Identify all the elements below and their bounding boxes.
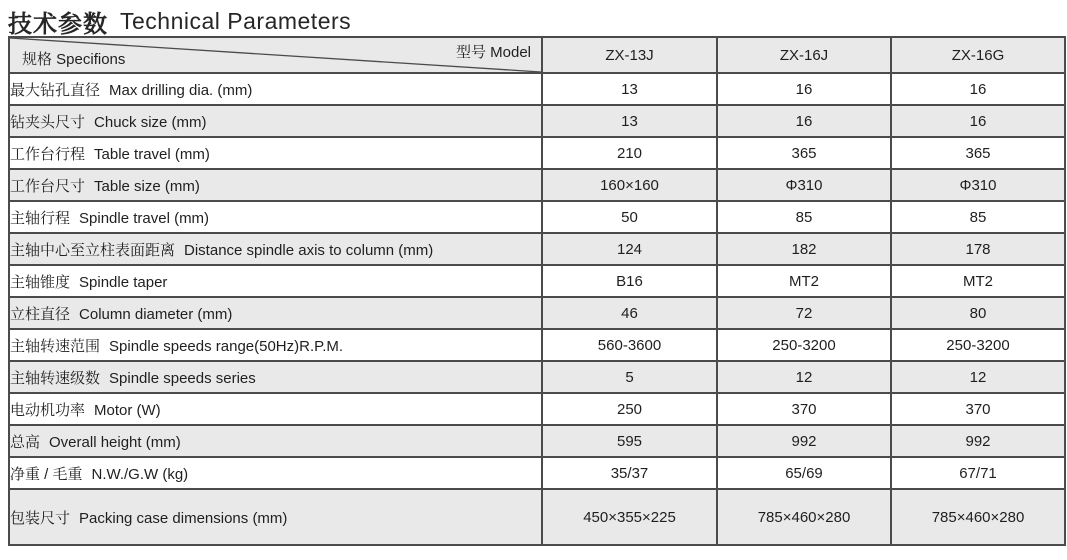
spec-label-zh: 最大钻孔直径 xyxy=(10,81,101,99)
technical-parameters-table xyxy=(8,36,1066,546)
spec-label-cell xyxy=(9,73,542,105)
spec-label-zh: 立柱直径 xyxy=(10,305,71,323)
spec-value-cell: 370 xyxy=(717,393,891,425)
spec-label-zh: 主轴中心至立柱表面距离 xyxy=(10,241,176,259)
spec-value-cell: 12 xyxy=(891,361,1065,393)
spec-label-zh: 主轴锥度 xyxy=(10,273,71,291)
spec-label-cell xyxy=(9,201,542,233)
spec-label-cell xyxy=(9,393,542,425)
spec-value-cell: 50 xyxy=(542,201,717,233)
spec-value-cell: 595 xyxy=(542,425,717,457)
spec-value-cell: 35/37 xyxy=(542,457,717,489)
spec-label-en: N.W./G.W (kg) xyxy=(91,465,189,483)
spec-label-en: Overall height (mm) xyxy=(49,433,181,451)
model-header-zx16j: ZX-16J xyxy=(717,37,891,73)
spec-label-en: Table size (mm) xyxy=(94,177,200,195)
spec-value-cell: 365 xyxy=(891,137,1065,169)
spec-label-cell xyxy=(9,425,542,457)
spec-label-cell xyxy=(9,137,542,169)
spec-label-cell xyxy=(9,297,542,329)
spec-label-zh: 主轴转速级数 xyxy=(10,369,101,387)
spec-value-cell: 13 xyxy=(542,73,717,105)
spec-label-en: Max drilling dia. (mm) xyxy=(109,81,253,99)
spec-value-cell: 124 xyxy=(542,233,717,265)
spec-label-zh: 钻夹头尺寸 xyxy=(10,113,86,131)
table-row xyxy=(9,233,1065,265)
table-row xyxy=(9,105,1065,137)
table-row xyxy=(9,489,1065,545)
spec-value-cell: 992 xyxy=(891,425,1065,457)
table-row xyxy=(9,73,1065,105)
spec-label-en: Chuck size (mm) xyxy=(94,113,207,131)
spec-value-cell: 178 xyxy=(891,233,1065,265)
spec-value-cell: 16 xyxy=(717,105,891,137)
spec-value-cell: MT2 xyxy=(717,265,891,297)
spec-value-cell: 160×160 xyxy=(542,169,717,201)
spec-label-zh: 总高 xyxy=(10,433,41,451)
spec-value-cell: Φ310 xyxy=(891,169,1065,201)
table-header-row xyxy=(9,37,1065,73)
spec-value-cell: 16 xyxy=(891,105,1065,137)
spec-value-cell: 65/69 xyxy=(717,457,891,489)
spec-value-cell: 5 xyxy=(542,361,717,393)
spec-value-cell: 182 xyxy=(717,233,891,265)
table-row xyxy=(9,297,1065,329)
spec-label-zh: 包装尺寸 xyxy=(10,509,71,527)
page-title-zh: 技术参数 xyxy=(8,10,108,38)
spec-label-en: Spindle speeds range(50Hz)R.P.M. xyxy=(109,337,344,355)
spec-label-cell xyxy=(9,457,542,489)
spec-value-cell: 210 xyxy=(542,137,717,169)
spec-value-cell: 72 xyxy=(717,297,891,329)
header-model-label: 型号 Model xyxy=(455,44,531,61)
spec-value-cell: 85 xyxy=(891,201,1065,233)
table-row xyxy=(9,169,1065,201)
spec-label-zh: 工作台行程 xyxy=(10,145,86,163)
spec-label-cell xyxy=(9,361,542,393)
spec-value-cell: 80 xyxy=(891,297,1065,329)
header-specifications-label: 规格 Specifions xyxy=(22,51,126,68)
spec-value-cell: 16 xyxy=(717,73,891,105)
spec-label-zh: 工作台尺寸 xyxy=(10,177,86,195)
spec-label-zh: 电动机功率 xyxy=(10,401,86,419)
table-row xyxy=(9,329,1065,361)
spec-value-cell: 450×355×225 xyxy=(542,489,717,545)
table-row xyxy=(9,457,1065,489)
spec-label-en: Distance spindle axis to column (mm) xyxy=(184,241,434,259)
table-row xyxy=(9,201,1065,233)
spec-label-zh: 主轴行程 xyxy=(10,209,71,227)
model-header-zx16g: ZX-16G xyxy=(891,37,1065,73)
spec-label-cell xyxy=(9,105,542,137)
spec-value-cell: 67/71 xyxy=(891,457,1065,489)
spec-label-en: Spindle speeds series xyxy=(109,369,256,387)
spec-value-cell: 250 xyxy=(542,393,717,425)
page-title-en: Technical Parameters xyxy=(120,7,352,34)
spec-value-cell: 370 xyxy=(891,393,1065,425)
page-title xyxy=(0,0,1067,36)
spec-label-zh: 主轴转速范围 xyxy=(10,337,101,355)
spec-value-cell: 16 xyxy=(891,73,1065,105)
table-row xyxy=(9,265,1065,297)
table-row xyxy=(9,137,1065,169)
spec-value-cell: Φ310 xyxy=(717,169,891,201)
spec-label-en: Spindle travel (mm) xyxy=(79,209,210,227)
spec-value-cell: 560-3600 xyxy=(542,329,717,361)
table-row xyxy=(9,425,1065,457)
spec-label-en: Table travel (mm) xyxy=(94,145,210,163)
spec-value-cell: B16 xyxy=(542,265,717,297)
spec-value-cell: 250-3200 xyxy=(717,329,891,361)
spec-label-cell xyxy=(9,265,542,297)
spec-value-cell: 785×460×280 xyxy=(891,489,1065,545)
table-row xyxy=(9,361,1065,393)
spec-label-zh: 净重 / 毛重 xyxy=(10,465,83,483)
spec-value-cell: 785×460×280 xyxy=(717,489,891,545)
spec-label-cell xyxy=(9,233,542,265)
spec-label-en: Packing case dimensions (mm) xyxy=(79,509,288,527)
spec-label-cell xyxy=(9,489,542,545)
spec-value-cell: 12 xyxy=(717,361,891,393)
spec-label-cell xyxy=(9,329,542,361)
model-header-zx13j: ZX-13J xyxy=(542,37,717,73)
header-corner-cell xyxy=(9,37,542,73)
spec-label-cell xyxy=(9,169,542,201)
spec-value-cell: 46 xyxy=(542,297,717,329)
spec-value-cell: 365 xyxy=(717,137,891,169)
spec-label-en: Motor (W) xyxy=(94,401,161,419)
spec-value-cell: MT2 xyxy=(891,265,1065,297)
spec-label-en: Column diameter (mm) xyxy=(79,305,233,323)
spec-value-cell: 13 xyxy=(542,105,717,137)
spec-value-cell: 85 xyxy=(717,201,891,233)
spec-label-en: Spindle taper xyxy=(79,273,168,291)
table-row xyxy=(9,393,1065,425)
spec-value-cell: 250-3200 xyxy=(891,329,1065,361)
spec-value-cell: 992 xyxy=(717,425,891,457)
